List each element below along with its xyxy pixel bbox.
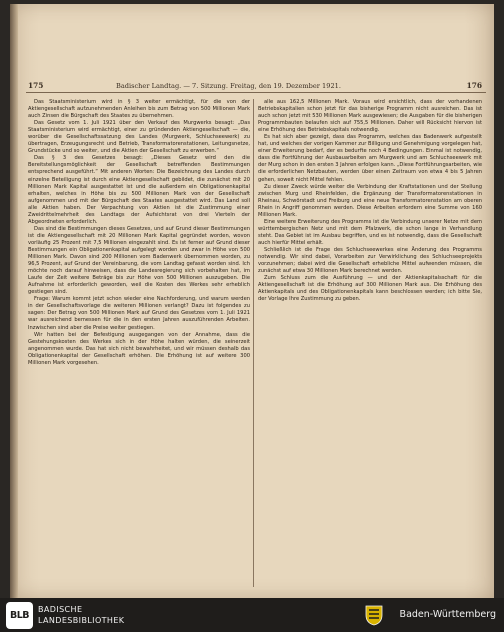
paragraph: Wir hatten bei der Befestigung ausgegangen von der Annahme, dass die Gestehungskosten des Werkes sich in der Höhe halten würden, die seinerzeit angenommen wurde. Das hat sich nicht bewahrheitet, und wir müssen deshalb das Obligationenkapital der Gesellschaft erhöhen. Die Erhöhung ist auf weitere 300 Millionen Mark vorgesehen.	[28, 331, 250, 366]
paragraph: Frage: Warum kommt jetzt schon wieder eine Nachforderung, und warum werden in der Gesellschaftsvorlage die weiteren Millionen verlangt? Dazu ist folgendes zu sagen: Der Betrag von 500 Millionen Mark auf Grund des Gesetzes vom 1. Juli 1921 war ausreichend bemessen für die in den ersten Jahren auszuführenden Arbeiten. Inzwischen sind aber die Preise weiter gestiegen.	[28, 296, 250, 331]
state-name: Baden-Württemberg	[399, 609, 496, 620]
running-header	[26, 80, 486, 93]
paragraph: Das § 3 des Gesetzes besagt: „Dieses Gesetz wird den die Bereitstellungsmöglichkeit der Gesellschaft betreffenden Bestimmungen entsprechend ausgeführt.“ Mit anderen Worten: Die Bezeichnung des Landes durch einzelne Beteiligung ist durch eine Aktiengesellschaft gebildet, die zunächst mit 20 Millionen Mark Kapital ausgestattet ist und die außerdem ein Obligationenkapital erhalten, welches in Höhe bis zu 500 Millionen Mark von der Gesellschaft aufgenommen und mit der Bürgschaft des Staates ausgestattet wird. Das Land soll alle Aktien haben. Der Verpachtung von Aktien ist die Zustimmung einer Zweidrittelmehrheit des Landtags der Aufsichtsrat von drei Vierteln der Abgeordneten erforderlich.	[28, 155, 250, 225]
paragraph: Zu dieser Zweck würde weiter die Verbindung der Kraftstationen und der Stellung zwischen Murg und Rheinfelden, die Ergänzung der Transformatorenstationen in Rheinau, Schwörstadt und Freiburg und eine neue Transformatorenstation am oberen Rhein in Angriff genommen werden. Diese Arbeiten erfordern eine Summe von 160 Millionen Mark.	[258, 183, 482, 218]
column-divider	[253, 99, 254, 587]
library-name-line1: BADISCHE	[38, 605, 83, 614]
blb-logo-text: BLB	[9, 610, 30, 621]
left-text-column	[28, 99, 250, 589]
paragraph: alle aus 162,5 Millionen Mark. Voraus wird ersichtlich, dass der vorhandenen Betriebskapitalien schon jetzt für das bisherige Programm nicht ausreichen. Das ist auch schon jetzt mit 530 Millionen Mark ausgewiesen; die Ausgaben für die bisherigen Programmbauten belaufen sich auf 755,5 Millionen. Daher will Rücksicht hiervon ist eine Erhöhung des Betriebskapitals notwendig.	[258, 99, 482, 134]
baden-wuerttemberg-crest-icon	[362, 603, 386, 627]
paragraph: Eine weitere Erweiterung des Programms ist die Verbindung unserer Netze mit dem württembergischen Netz und mit dem Pfalzwerk, die schon lange in Verhandlung steht. Das Gebiet ist im Ausbau begriffen, und es ist notwendig, dass die Gesellschaft auch hierfür Mittel erhält.	[258, 218, 482, 246]
paragraph: Das Gesetz vom 1. Juli 1921 über den Verkauf des Murgwerks besagt: „Das Staatsministerium wird ermächtigt, einer zu gründenden Aktiengesellschaft — die, worüber die Gesellschaftssatzung des Landes (Murgwerk, Schluchseewerk) zu übertragen, Erzeugungsrecht und Betrieb, Transformatorenstationen, Leitungsnetze, Grundstücke und so weiter, und die Aktien der Gesellschaft zu erwerben.“	[28, 120, 250, 155]
library-name-line2: LANDESBIBLIOTHEK	[38, 616, 125, 625]
right-text-column	[258, 99, 482, 589]
paragraph: Schließlich ist die Frage des Schluchseewerkes eine Änderung des Programms notwendig. Wir sind dabei, Vorarbeiten zur Verwirklichung des Schluchseeprojekts vorzunehmen; dabei wird die Gesellschaft erhebliche Mittel aufwenden müssen, die zunächst auf etwa 30 Millionen Mark berechnet werden.	[258, 246, 482, 275]
library-name	[38, 604, 124, 626]
right-page-number: 176	[466, 81, 482, 90]
running-title: Badischer Landtag. — 7. Sitzung. Freitag, den 19. Dezember 1921.	[116, 82, 341, 90]
left-page-number: 175	[28, 81, 44, 90]
blb-logo[interactable]	[6, 602, 33, 629]
document-page	[10, 4, 494, 598]
paragraph: Zum Schluss zum die Ausführung — und der Aktienkapitalsschaft für die Aktiengesellschaft ist die Erhöhung auf 300 Millionen Mark aus. Die Erhöhung des Aktienkapitals und des Obligationenkapitals kann beschlossen werden; ich bitte Sie, der Vorlage Ihre Zustimmung zu geben.	[258, 275, 482, 303]
page-spine-shadow	[10, 4, 18, 598]
viewer-footer	[0, 598, 504, 632]
paragraph: Das sind die Bestimmungen dieses Gesetzes, und auf Grund dieser Bestimmungen ist die Aktiengesellschaft mit 20 Millionen Mark Kapital gegründet worden, wovon vorläufig 25 Prozent mit 7,5 Millionen eingezahlt sind. Es ist ferner auf Grund dieser Bestimmungen ein Obligationenkapital aufgelegt worden und zwar in Höhe von 500 Millionen Mark. Davon sind 200 Millionen vom Badenwerk übernommen worden, zu 96,5 Prozent, auf Grund der Vereinbarung, die vom Landtag gefasst worden sind. Ich möchte noch darauf hinweisen, dass die Landesregierung sich vorbehalten hat, im Laufe der Zeit weitere Beträge bis zur Höhe von 500 Millionen auszugeben. Die Aufnahme ist erforderlich geworden, weil die Kosten des Werkes sehr erheblich gestiegen sind.	[28, 225, 250, 296]
paragraph: Es hat sich aber gezeigt, dass das Programm, welches das Badenwerk aufgestellt hat, und welches der vorigen Kammer zur Billigung und Genehmigung vorgelegen hat, einer Erweiterung bedarf, der es bedurfte noch 4 Bedingungen. Einmal ist notwendig, dass die Fortführung der Ausbauarbeiten am Murgwerk und am Schluchseewerk mit der Murg schon in den ersten 3 Jahren erfolgen kann. „Diese Fortführungsarbeiten, wie die erforderlichen Netzbauten, werden über einen Zeitraum von etwa 4 bis 5 Jahren gehen, soweit nicht Mittel fehlen.	[258, 134, 482, 183]
paragraph: Das Staatsministerium wird in § 3 weiter ermächtigt, für die von der Aktiengesellschaft aufzunehmenden Anleihen bis zum Betrag von 500 Millionen Mark auch Zinsen die Bürgschaft des Staates zu übernehmen.	[28, 99, 250, 120]
